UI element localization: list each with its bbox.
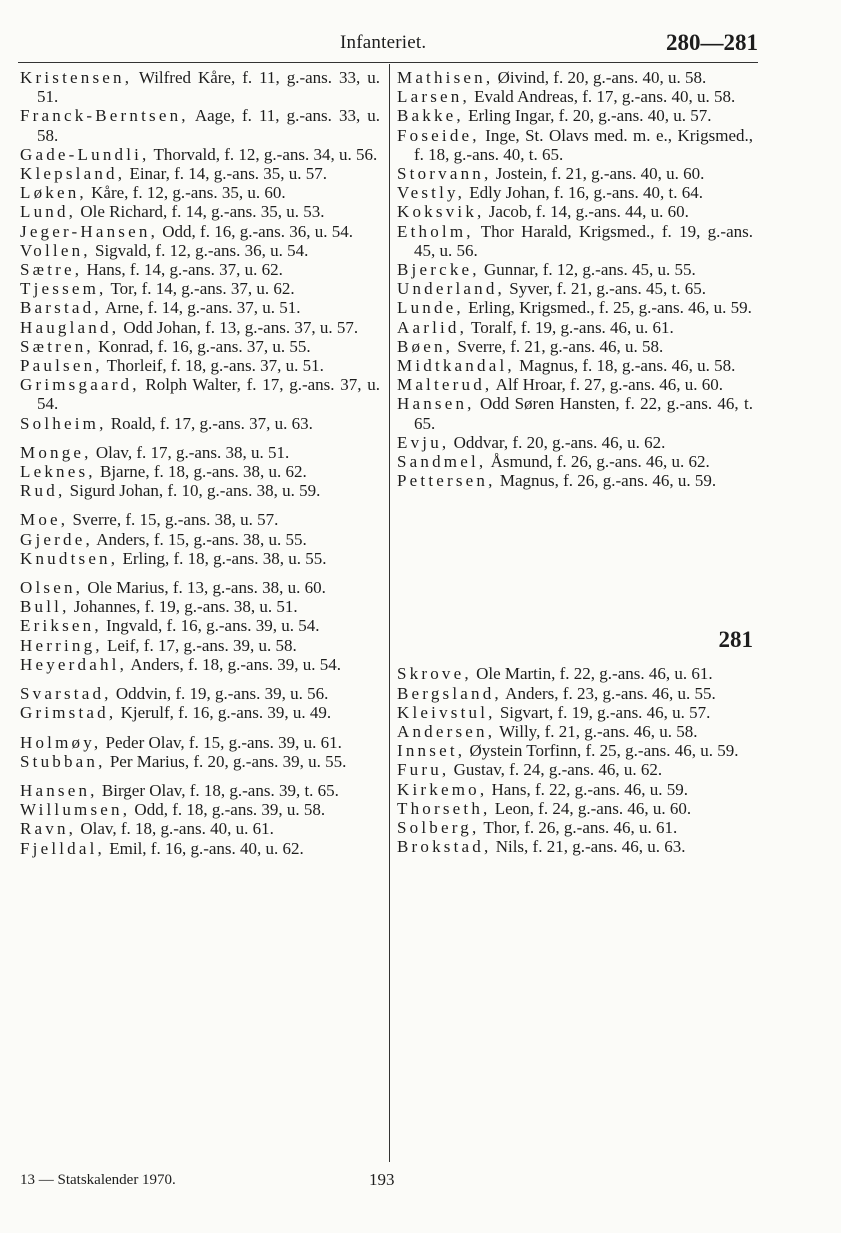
list-item	[397, 260, 753, 279]
entry-spacer	[20, 568, 380, 578]
entry-details: Magnus, f. 18, g.-ans. 46, u. 58.	[514, 356, 736, 376]
entry-surname: Hansen,	[397, 394, 475, 414]
entry-details: Bjarne, f. 18, g.-ans. 38, u. 62.	[95, 462, 307, 482]
entry-details: Anders, f. 15, g.-ans. 38, u. 55.	[92, 529, 307, 549]
list-item	[20, 800, 380, 819]
list-item	[20, 279, 380, 298]
entry-details: Emil, f. 16, g.-ans. 40, u. 62.	[105, 838, 304, 858]
entry-details: Odd Søren Hansten, f. 22, g.-ans. 46, t. 65.	[414, 394, 753, 433]
list-item	[20, 616, 380, 635]
list-item	[397, 126, 753, 164]
list-item	[20, 578, 380, 597]
footer-source: 13 — Statskalender 1970.	[20, 1172, 176, 1188]
entry-details: Odd Johan, f. 13, g.-ans. 37, u. 57.	[119, 317, 359, 337]
entry-details: Olav, f. 18, g.-ans. 40, u. 61.	[76, 819, 274, 839]
entry-details: Thor, f. 26, g.-ans. 46, u. 61.	[479, 818, 678, 838]
entry-surname: Bakke,	[397, 106, 464, 126]
list-item	[397, 780, 753, 799]
entry-details: Erling, Krigsmed., f. 25, g.-ans. 46, u. 59.	[463, 298, 752, 318]
list-item	[397, 799, 753, 818]
entry-surname: Løken,	[20, 183, 87, 203]
entry-surname: Barstad,	[20, 298, 102, 318]
section-title: Infanteriet.	[340, 32, 427, 53]
entry-surname: Storvann,	[397, 164, 492, 184]
entry-details: Birger Olav, f. 18, g.-ans. 39, t. 65.	[97, 780, 339, 800]
list-item	[20, 549, 380, 568]
list-item	[397, 471, 753, 490]
list-item	[20, 164, 380, 183]
entry-surname: Haugland,	[20, 317, 120, 337]
list-item	[397, 818, 753, 837]
list-item	[20, 781, 380, 800]
entry-details: Alf Hroar, f. 27, g.-ans. 46, u. 60.	[492, 375, 724, 395]
entry-details: Thor Harald, Krigsmed., f. 19, g.-ans. 45, u. 56.	[414, 221, 753, 260]
entry-surname: Underland,	[397, 279, 506, 299]
entry-details: Ingvald, f. 16, g.-ans. 39, u. 54.	[101, 616, 320, 636]
list-item	[397, 164, 753, 183]
entry-details: Nils, f. 21, g.-ans. 46, u. 63.	[491, 837, 686, 857]
entry-surname: Eriksen,	[20, 616, 102, 636]
entry-details: Jostein, f. 21, g.-ans. 40, u. 60.	[491, 164, 705, 184]
entry-details: Konrad, f. 16, g.-ans. 37, u. 55.	[93, 336, 311, 356]
entry-surname: Skrove,	[397, 664, 472, 684]
list-item	[20, 183, 380, 202]
list-item	[397, 222, 753, 260]
entry-surname: Gade-Lundli,	[20, 144, 150, 164]
list-item	[397, 279, 753, 298]
entry-surname: Kristensen,	[20, 68, 133, 87]
left-column	[20, 68, 380, 858]
list-item	[20, 752, 380, 771]
entry-details: Ole Marius, f. 13, g.-ans. 38, u. 60.	[83, 578, 326, 598]
entry-details: Oddvar, f. 20, g.-ans. 46, u. 62.	[449, 432, 666, 452]
entry-details: Arne, f. 14, g.-ans. 37, u. 51.	[101, 298, 301, 318]
entry-details: Rolph Walter, f. 17, g.-ans. 37, u. 54.	[37, 375, 380, 414]
entry-details: Anders, f. 23, g.-ans. 46, u. 55.	[501, 683, 716, 703]
list-item	[20, 636, 380, 655]
entry-details: Sigvald, f. 12, g.-ans. 36, u. 54.	[90, 240, 309, 260]
entry-details: Hans, f. 14, g.-ans. 37, u. 62.	[82, 260, 283, 280]
column-divider	[389, 64, 390, 1162]
list-item	[397, 202, 753, 221]
entry-surname: Willumsen,	[20, 800, 131, 820]
entry-surname: Evju,	[397, 432, 450, 452]
entry-details: Erling, f. 18, g.-ans. 38, u. 55.	[118, 548, 327, 568]
entry-surname: Olsen,	[20, 578, 84, 598]
entry-spacer	[20, 433, 380, 443]
list-item	[397, 394, 753, 432]
list-item	[397, 433, 753, 452]
entry-surname: Leknes,	[20, 462, 96, 482]
entry-details: Inge, St. Olavs med. m. e., Krigsmed., f. 18, g.-ans. 40, t. 65.	[414, 125, 753, 164]
entry-surname: Tjessem,	[20, 279, 107, 299]
list-item	[20, 260, 380, 279]
list-item	[397, 703, 753, 722]
entry-details: Sverre, f. 15, g.-ans. 38, u. 57.	[68, 510, 279, 530]
list-item	[20, 733, 380, 752]
entry-details: Roald, f. 17, g.-ans. 37, u. 63.	[106, 413, 313, 433]
entry-surname: Moe,	[20, 510, 69, 530]
entry-details: Leon, f. 24, g.-ans. 46, u. 60.	[490, 798, 692, 818]
entry-surname: Malterud,	[397, 375, 493, 395]
list-item	[20, 337, 380, 356]
list-item	[397, 760, 753, 779]
entry-surname: Bøen,	[397, 336, 454, 356]
entry-details: Leif, f. 17, g.-ans. 39, u. 58.	[102, 635, 297, 655]
list-item	[20, 356, 380, 375]
list-item	[397, 318, 753, 337]
entry-surname: Bergsland,	[397, 683, 502, 703]
entry-details: Erling Ingar, f. 20, g.-ans. 40, u. 57.	[463, 106, 712, 126]
entry-surname: Jeger-Hansen,	[20, 221, 159, 241]
list-item	[20, 106, 380, 144]
entry-details: Toralf, f. 19, g.-ans. 46, u. 61.	[467, 317, 674, 337]
list-item	[397, 298, 753, 317]
section-heading-281: 281	[718, 627, 753, 653]
list-item	[20, 443, 380, 462]
list-item	[20, 530, 380, 549]
entry-surname: Bull,	[20, 597, 70, 617]
entry-surname: Lund,	[20, 202, 77, 222]
list-item	[20, 510, 380, 529]
entry-details: Anders, f. 18, g.-ans. 39, u. 54.	[127, 654, 341, 674]
list-item	[20, 298, 380, 317]
entry-details: Sigvart, f. 19, g.-ans. 46, u. 57.	[495, 702, 711, 722]
entry-surname: Pettersen,	[397, 471, 496, 491]
entry-surname: Vollen,	[20, 240, 91, 260]
entry-details: Åsmund, f. 26, g.-ans. 46, u. 62.	[486, 452, 710, 472]
entry-details: Thorleif, f. 18, g.-ans. 37, u. 51.	[102, 356, 324, 376]
list-item	[397, 356, 753, 375]
entry-surname: Bjercke,	[397, 260, 480, 280]
list-item	[20, 703, 380, 722]
entry-surname: Franck-Berntsen,	[20, 106, 189, 126]
entry-surname: Solheim,	[20, 413, 107, 433]
list-item	[20, 202, 380, 221]
list-item	[397, 106, 753, 125]
entry-details: Edly Johan, f. 16, g.-ans. 40, t. 64.	[465, 183, 704, 203]
section-281-entries	[397, 664, 753, 856]
entry-surname: Ravn,	[20, 819, 77, 839]
entry-details: Syver, f. 21, g.-ans. 45, t. 65.	[505, 279, 706, 299]
entry-spacer	[20, 674, 380, 684]
entry-surname: Knudtsen,	[20, 548, 119, 568]
list-item	[20, 414, 380, 433]
entry-surname: Koksvik,	[397, 202, 485, 222]
entry-surname: Sætren,	[20, 336, 94, 356]
entry-details: Evald Andreas, f. 17, g.-ans. 40, u. 58.	[469, 87, 736, 107]
entry-surname: Svarstad,	[20, 684, 112, 704]
list-item	[20, 684, 380, 703]
entry-surname: Sætre,	[20, 260, 83, 280]
entry-surname: Heyerdahl,	[20, 654, 128, 674]
list-item	[20, 655, 380, 674]
entry-surname: Furu,	[397, 760, 450, 780]
page-range: 280—281	[666, 30, 758, 55]
entry-surname: Mathisen,	[397, 68, 494, 87]
entry-details: Olav, f. 17, g.-ans. 38, u. 51.	[91, 442, 290, 462]
entry-surname: Andersen,	[397, 722, 496, 742]
entry-details: Per Marius, f. 20, g.-ans. 39, u. 55.	[105, 751, 347, 771]
list-item	[397, 741, 753, 760]
entry-details: Tor, f. 14, g.-ans. 37, u. 62.	[106, 279, 295, 299]
list-item	[20, 375, 380, 413]
entry-details: Hans, f. 22, g.-ans. 46, u. 59.	[487, 779, 688, 799]
entry-surname: Hansen,	[20, 780, 98, 800]
entry-surname: Aarlid,	[397, 317, 468, 337]
list-item	[397, 664, 753, 683]
list-item	[397, 452, 753, 471]
list-item	[397, 68, 753, 87]
entry-surname: Brokstad,	[397, 837, 492, 857]
entry-surname: Klepsland,	[20, 164, 126, 184]
list-item	[20, 839, 380, 858]
entry-details: Oddvin, f. 19, g.-ans. 39, u. 56.	[111, 684, 329, 704]
entry-surname: Herring,	[20, 635, 103, 655]
entry-spacer	[20, 500, 380, 510]
list-item	[397, 375, 753, 394]
entry-spacer	[20, 723, 380, 733]
right-column	[397, 68, 753, 857]
entry-surname: Sandmel,	[397, 452, 487, 472]
entry-details: Sigurd Johan, f. 10, g.-ans. 38, u. 59.	[65, 481, 321, 501]
entry-surname: Holmøy,	[20, 732, 102, 752]
entry-surname: Kleivstul,	[397, 702, 496, 722]
entry-surname: Innset,	[397, 741, 466, 761]
entry-surname: Fjelldal,	[20, 838, 105, 858]
footer-page-number: 193	[369, 1170, 395, 1189]
list-item	[20, 68, 380, 106]
entry-surname: Grimsgaard,	[20, 375, 140, 395]
entry-surname: Thorseth,	[397, 798, 491, 818]
page-header	[18, 30, 758, 60]
entry-surname: Rud,	[20, 481, 66, 501]
entry-details: Ole Richard, f. 14, g.-ans. 35, u. 53.	[76, 202, 325, 222]
entry-details: Gunnar, f. 12, g.-ans. 45, u. 55.	[479, 260, 696, 280]
header-rule	[18, 62, 758, 63]
list-item	[397, 684, 753, 703]
entry-details: Ole Martin, f. 22, g.-ans. 46, u. 61.	[471, 664, 713, 684]
entry-details: Jacob, f. 14, g.-ans. 44, u. 60.	[484, 202, 689, 222]
entry-details: Kåre, f. 12, g.-ans. 35, u. 60.	[86, 183, 286, 203]
entry-surname: Solberg,	[397, 818, 480, 838]
entry-surname: Paulsen,	[20, 356, 103, 376]
entry-details: Willy, f. 21, g.-ans. 46, u. 58.	[495, 722, 698, 742]
entry-details: Sverre, f. 21, g.-ans. 46, u. 58.	[453, 336, 664, 356]
entry-details: Øystein Torfinn, f. 25, g.-ans. 46, u. 59.	[465, 741, 739, 761]
entry-surname: Gjerde,	[20, 529, 93, 549]
entry-details: Magnus, f. 26, g.-ans. 46, u. 59.	[495, 471, 717, 491]
list-item	[20, 462, 380, 481]
entry-surname: Stubban,	[20, 751, 106, 771]
list-item	[20, 318, 380, 337]
entry-details: Odd, f. 18, g.-ans. 39, u. 58.	[130, 800, 326, 820]
list-item	[20, 241, 380, 260]
entry-details: Odd, f. 16, g.-ans. 36, u. 54.	[158, 221, 354, 241]
entry-details: Einar, f. 14, g.-ans. 35, u. 57.	[125, 164, 328, 184]
entry-surname: Midtkandal,	[397, 356, 515, 376]
entry-details: Øivind, f. 20, g.-ans. 40, u. 58.	[493, 68, 707, 87]
entry-details: Thorvald, f. 12, g.-ans. 34, u. 56.	[149, 144, 378, 164]
list-item	[397, 837, 753, 856]
entry-surname: Larsen,	[397, 87, 470, 107]
entry-spacer	[20, 771, 380, 781]
list-item	[20, 145, 380, 164]
entry-details: Aage, f. 11, g.-ans. 33, u. 58.	[37, 106, 380, 145]
entry-surname: Grimstad,	[20, 703, 117, 723]
entry-details: Johannes, f. 19, g.-ans. 38, u. 51.	[69, 597, 298, 617]
entry-details: Gustav, f. 24, g.-ans. 46, u. 62.	[449, 760, 663, 780]
entry-details: Kjerulf, f. 16, g.-ans. 39, u. 49.	[116, 703, 332, 723]
entry-surname: Etholm,	[397, 221, 474, 241]
list-item	[20, 222, 380, 241]
list-item	[20, 481, 380, 500]
list-item	[397, 337, 753, 356]
list-item	[397, 722, 753, 741]
entry-surname: Monge,	[20, 442, 92, 462]
list-item	[20, 819, 380, 838]
right-entries	[397, 68, 753, 490]
entry-surname: Vestly,	[397, 183, 466, 203]
entry-surname: Lunde,	[397, 298, 464, 318]
list-item	[20, 597, 380, 616]
entry-details: Wilfred Kåre, f. 11, g.-ans. 33, u. 51.	[37, 68, 380, 107]
list-item	[397, 183, 753, 202]
list-item	[397, 87, 753, 106]
entry-surname: Foseide,	[397, 125, 480, 145]
entry-details: Peder Olav, f. 15, g.-ans. 39, u. 61.	[101, 732, 342, 752]
entry-surname: Kirkemo,	[397, 779, 488, 799]
